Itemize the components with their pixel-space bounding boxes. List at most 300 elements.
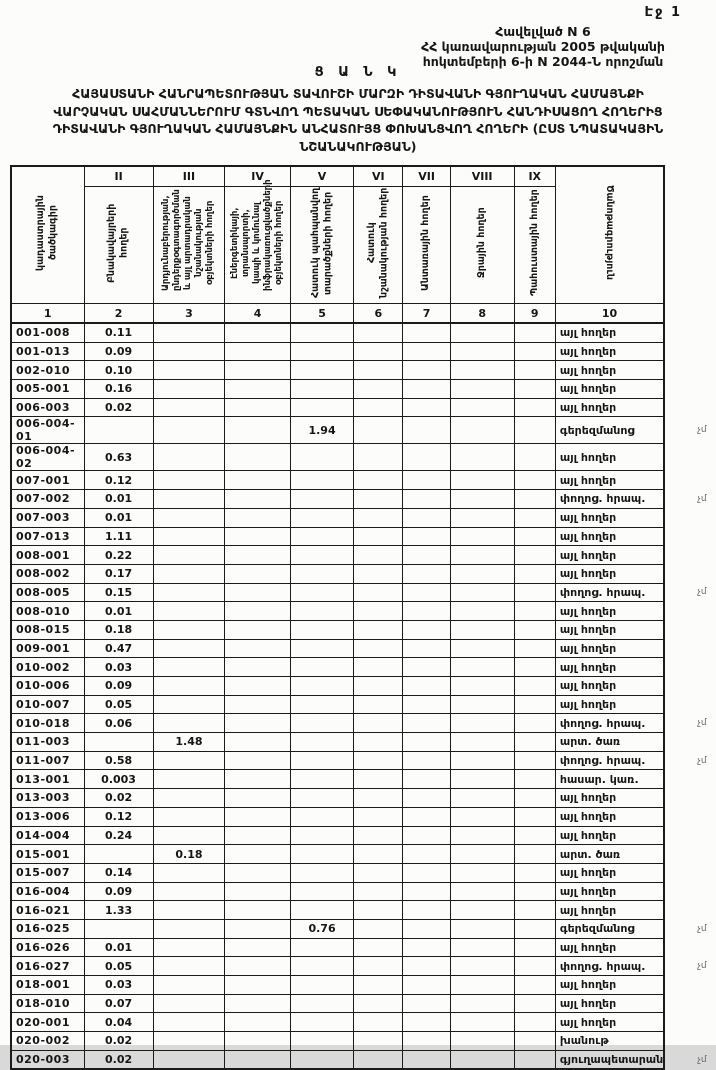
table-row	[11, 789, 716, 808]
table-row	[11, 471, 716, 490]
settlement-land-value-cell: 0.17	[84, 564, 153, 583]
margin-mark	[664, 323, 716, 342]
forest-land-value-cell	[403, 976, 450, 995]
industrial-land-value-cell	[153, 1050, 225, 1069]
settlement-land-value-cell: 0.01	[84, 938, 153, 957]
reserve-land-value-cell	[514, 863, 555, 882]
special-land-value-cell	[354, 658, 403, 677]
special-land-value-cell	[354, 1013, 403, 1032]
table-row	[11, 583, 716, 602]
special-land-value-cell	[354, 546, 403, 565]
cadastral-code-cell: 008-002	[11, 564, 84, 583]
special-land-value-cell	[354, 620, 403, 639]
margin-mark: չմ	[697, 755, 707, 766]
cadastral-code-cell: 007-013	[11, 527, 84, 546]
industrial-land-value-cell	[153, 602, 225, 621]
special-land-value-cell	[354, 342, 403, 361]
note-cell: փողոց. հրապ.	[555, 583, 664, 602]
forest-land-value-cell	[403, 564, 450, 583]
table-row	[11, 845, 716, 864]
table-row	[11, 323, 716, 342]
forest-land-value-cell	[403, 546, 450, 565]
note-cell: այլ հողեր	[555, 564, 664, 583]
table-row	[11, 490, 716, 509]
forest-land-value-cell	[403, 845, 450, 864]
special-land-value-cell	[354, 444, 403, 471]
margin-mark	[664, 602, 716, 621]
water-land-value-cell	[450, 361, 514, 380]
settlement-land-value-cell: 0.07	[84, 994, 153, 1013]
reserve-land-value-cell	[514, 583, 555, 602]
table-row	[11, 1013, 716, 1032]
special-land-value-cell	[354, 695, 403, 714]
water-land-value-cell	[450, 957, 514, 976]
industrial-land-value-cell	[153, 380, 225, 399]
settlement-land-value-cell: 0.04	[84, 1013, 153, 1032]
column-number: 4	[225, 304, 291, 324]
table-row	[11, 508, 716, 527]
col-note-header	[555, 166, 664, 304]
cadastral-code-cell: 001-008	[11, 323, 84, 342]
energy-land-value-cell	[225, 863, 291, 882]
water-land-value-cell	[450, 620, 514, 639]
special-land-value-cell	[354, 527, 403, 546]
column-title-vertical-label: Էներգետիկայի, տրանսպորտի, կապի և կոմունալ ինֆրակառուցվածքների օբյեկտների հողեր	[229, 179, 285, 291]
cadastral-code-cell: 018-001	[11, 976, 84, 995]
column-title-cell	[354, 187, 403, 304]
margin-mark	[664, 1032, 716, 1051]
industrial-land-value-cell	[153, 323, 225, 342]
note-cell: գերեզմանոց	[555, 919, 664, 938]
reserve-land-value-cell	[514, 826, 555, 845]
reserve-land-value-cell	[514, 444, 555, 471]
water-land-value-cell	[450, 490, 514, 509]
settlement-land-value-cell: 1.11	[84, 527, 153, 546]
special-land-value-cell	[354, 323, 403, 342]
reserve-land-value-cell	[514, 323, 555, 342]
forest-land-value-cell	[403, 398, 450, 417]
protected-land-value-cell	[290, 714, 353, 733]
industrial-land-value-cell	[153, 770, 225, 789]
forest-land-value-cell	[403, 342, 450, 361]
page-number: Էջ 1	[644, 5, 682, 20]
protected-land-value-cell	[290, 826, 353, 845]
forest-land-value-cell	[403, 583, 450, 602]
table-row	[11, 807, 716, 826]
note-cell: այլ հողեր	[555, 527, 664, 546]
industrial-land-value-cell	[153, 490, 225, 509]
protected-land-value-cell	[290, 882, 353, 901]
note-cell: խանութ	[555, 1032, 664, 1051]
settlement-land-value-cell: 0.02	[84, 789, 153, 808]
note-cell: այլ հողեր	[555, 639, 664, 658]
special-land-value-cell	[354, 751, 403, 770]
special-land-value-cell	[354, 882, 403, 901]
note-cell: այլ հողեր	[555, 901, 664, 920]
cadastral-code-cell: 009-001	[11, 639, 84, 658]
energy-land-value-cell	[225, 677, 291, 696]
industrial-land-value-cell	[153, 901, 225, 920]
margin-mark: չմ	[697, 718, 707, 729]
note-cell: հասար. կառ.	[555, 770, 664, 789]
water-land-value-cell	[450, 471, 514, 490]
energy-land-value-cell	[225, 733, 291, 752]
reserve-land-value-cell	[514, 564, 555, 583]
reserve-land-value-cell	[514, 1032, 555, 1051]
column-number: 8	[450, 304, 514, 324]
industrial-land-value-cell	[153, 695, 225, 714]
roman-numeral: V	[290, 166, 353, 187]
margin-mark: չմ	[697, 493, 707, 504]
column-title-cell	[84, 187, 153, 304]
cadastral-code-cell: 011-007	[11, 751, 84, 770]
special-land-value-cell	[354, 976, 403, 995]
energy-land-value-cell	[225, 658, 291, 677]
margin-mark	[664, 380, 716, 399]
note-cell: այլ հողեր	[555, 361, 664, 380]
forest-land-value-cell	[403, 639, 450, 658]
margin-mark	[664, 1013, 716, 1032]
protected-land-value-cell	[290, 342, 353, 361]
industrial-land-value-cell	[153, 751, 225, 770]
special-land-value-cell	[354, 714, 403, 733]
special-land-value-cell	[354, 826, 403, 845]
margin-mark	[664, 770, 716, 789]
cadastral-code-cell: 010-002	[11, 658, 84, 677]
reserve-land-value-cell	[514, 546, 555, 565]
note-cell: այլ հողեր	[555, 602, 664, 621]
cadastral-code-cell: 007-003	[11, 508, 84, 527]
reserve-land-value-cell	[514, 733, 555, 752]
forest-land-value-cell	[403, 863, 450, 882]
note-cell: փողոց. հրապ.	[555, 490, 664, 509]
water-land-value-cell	[450, 714, 514, 733]
margin-mark	[664, 863, 716, 882]
note-cell: այլ հողեր	[555, 807, 664, 826]
energy-land-value-cell	[225, 976, 291, 995]
energy-land-value-cell	[225, 714, 291, 733]
industrial-land-value-cell: 0.18	[153, 845, 225, 864]
margin-mark	[664, 976, 716, 995]
column-number: 9	[514, 304, 555, 324]
reserve-land-value-cell	[514, 1050, 555, 1069]
special-land-value-cell	[354, 863, 403, 882]
cadastral-code-cell: 007-001	[11, 471, 84, 490]
protected-land-value-cell	[290, 1050, 353, 1069]
settlement-land-value-cell: 0.06	[84, 714, 153, 733]
water-land-value-cell	[450, 845, 514, 864]
margin-mark	[664, 527, 716, 546]
table-row	[11, 1050, 716, 1069]
reserve-land-value-cell	[514, 639, 555, 658]
margin-mark	[664, 789, 716, 808]
energy-land-value-cell	[225, 695, 291, 714]
industrial-land-value-cell	[153, 882, 225, 901]
column-title-cell	[290, 187, 353, 304]
energy-land-value-cell	[225, 639, 291, 658]
cadastral-code-cell: 020-002	[11, 1032, 84, 1051]
cadastral-code-cell: 008-005	[11, 583, 84, 602]
forest-land-value-cell	[403, 527, 450, 546]
settlement-land-value-cell: 0.10	[84, 361, 153, 380]
industrial-land-value-cell	[153, 994, 225, 1013]
special-land-value-cell	[354, 398, 403, 417]
energy-land-value-cell	[225, 490, 291, 509]
protected-land-value-cell	[290, 490, 353, 509]
margin-mark: չմ	[697, 961, 707, 972]
note-cell: այլ հողեր	[555, 882, 664, 901]
settlement-land-value-cell	[84, 417, 153, 444]
table-row	[11, 417, 716, 444]
industrial-land-value-cell	[153, 639, 225, 658]
margin-mark	[664, 901, 716, 920]
water-land-value-cell	[450, 342, 514, 361]
protected-land-value-cell	[290, 546, 353, 565]
column-number: 3	[153, 304, 225, 324]
margin-mark	[664, 361, 716, 380]
forest-land-value-cell	[403, 361, 450, 380]
column-title-vertical-label: Արդյունաբերության, ընդերքօգտագործման և այլ արտադրական նշանակության օբյեկտների հողեր	[161, 189, 216, 291]
roman-numeral: IX	[514, 166, 555, 187]
protected-land-value-cell	[290, 323, 353, 342]
protected-land-value-cell	[290, 976, 353, 995]
cadastral-code-cell: 008-010	[11, 602, 84, 621]
settlement-land-value-cell: 0.47	[84, 639, 153, 658]
settlement-land-value-cell: 0.22	[84, 546, 153, 565]
cadastral-code-cell: 001-013	[11, 342, 84, 361]
cadastral-code-cell: 016-025	[11, 919, 84, 938]
protected-land-value-cell	[290, 901, 353, 920]
special-land-value-cell	[354, 677, 403, 696]
industrial-land-value-cell	[153, 398, 225, 417]
cadastral-code-cell: 002-010	[11, 361, 84, 380]
col-cadastral-code-header	[11, 166, 84, 304]
special-land-value-cell	[354, 508, 403, 527]
document-title	[6, 64, 710, 155]
reserve-land-value-cell	[514, 695, 555, 714]
column-numbers-row	[11, 304, 716, 324]
title-line: ԴԻՏԱՎԱՆԻ ԳՅՈՒՂԱԿԱՆ ՀԱՄԱՅՆՔԻՆ ԱՆՀԱՏՈՒՅՑ ՓՈԽԱՆՑՎՈՂ ՀՈՂԵՐԻ (ԸՍՏ ՆՊԱՏԱԿԱՅԻՆ	[52, 121, 664, 137]
margin-mark	[664, 994, 716, 1013]
note-cell: այլ հողեր	[555, 342, 664, 361]
settlement-land-value-cell: 0.12	[84, 807, 153, 826]
special-land-value-cell	[354, 807, 403, 826]
table-row	[11, 733, 716, 752]
energy-land-value-cell	[225, 751, 291, 770]
reserve-land-value-cell	[514, 417, 555, 444]
column-number: 7	[403, 304, 450, 324]
energy-land-value-cell	[225, 417, 291, 444]
cadastral-code-cell: 006-004-02	[11, 444, 84, 471]
cadastral-code-cell: 015-007	[11, 863, 84, 882]
reserve-land-value-cell	[514, 807, 555, 826]
energy-land-value-cell	[225, 620, 291, 639]
margin-mark: չմ	[697, 923, 707, 934]
settlement-land-value-cell: 0.02	[84, 398, 153, 417]
cadastral-code-cell: 016-021	[11, 901, 84, 920]
protected-land-value-cell	[290, 677, 353, 696]
special-land-value-cell	[354, 957, 403, 976]
forest-land-value-cell	[403, 714, 450, 733]
note-cell: այլ հողեր	[555, 620, 664, 639]
cadastral-code-cell: 020-001	[11, 1013, 84, 1032]
reserve-land-value-cell	[514, 976, 555, 995]
forest-land-value-cell	[403, 677, 450, 696]
settlement-land-value-cell: 0.18	[84, 620, 153, 639]
roman-numeral-row	[11, 166, 716, 187]
special-land-value-cell	[354, 789, 403, 808]
cadastral-code-cell: 020-003	[11, 1050, 84, 1069]
table-row	[11, 546, 716, 565]
water-land-value-cell	[450, 398, 514, 417]
column-number: 2	[84, 304, 153, 324]
note-cell: այլ հողեր	[555, 471, 664, 490]
margin-mark	[664, 677, 716, 696]
energy-land-value-cell	[225, 564, 291, 583]
note-cell: այլ հողեր	[555, 508, 664, 527]
margin-column	[664, 166, 716, 323]
table-row	[11, 919, 716, 938]
energy-land-value-cell	[225, 342, 291, 361]
industrial-land-value-cell	[153, 789, 225, 808]
energy-land-value-cell	[225, 380, 291, 399]
energy-land-value-cell	[225, 546, 291, 565]
protected-land-value-cell	[290, 807, 353, 826]
cadastral-code-cell: 005-001	[11, 380, 84, 399]
settlement-land-value-cell	[84, 845, 153, 864]
reserve-land-value-cell	[514, 508, 555, 527]
roman-numeral: IV	[225, 166, 291, 187]
energy-land-value-cell	[225, 919, 291, 938]
reserve-land-value-cell	[514, 398, 555, 417]
settlement-land-value-cell: 0.14	[84, 863, 153, 882]
settlement-land-value-cell: 0.03	[84, 658, 153, 677]
water-land-value-cell	[450, 677, 514, 696]
reserve-land-value-cell	[514, 770, 555, 789]
column-number: 1	[11, 304, 84, 324]
forest-land-value-cell	[403, 938, 450, 957]
industrial-land-value-cell	[153, 658, 225, 677]
note-cell: այլ հողեր	[555, 789, 664, 808]
appendix-line: Հավելված N 6	[495, 24, 591, 39]
reserve-land-value-cell	[514, 751, 555, 770]
water-land-value-cell	[450, 919, 514, 938]
protected-land-value-cell	[290, 380, 353, 399]
note-cell: փողոց. հրապ.	[555, 957, 664, 976]
reserve-land-value-cell	[514, 919, 555, 938]
industrial-land-value-cell	[153, 620, 225, 639]
energy-land-value-cell	[225, 826, 291, 845]
special-land-value-cell	[354, 901, 403, 920]
water-land-value-cell	[450, 564, 514, 583]
forest-land-value-cell	[403, 1032, 450, 1051]
protected-land-value-cell	[290, 863, 353, 882]
water-land-value-cell	[450, 695, 514, 714]
note-cell: այլ հողեր	[555, 546, 664, 565]
industrial-land-value-cell	[153, 508, 225, 527]
forest-land-value-cell	[403, 444, 450, 471]
settlement-land-value-cell: 0.11	[84, 323, 153, 342]
water-land-value-cell	[450, 826, 514, 845]
table-row	[11, 714, 716, 733]
cadastral-code-cell: 013-001	[11, 770, 84, 789]
reserve-land-value-cell	[514, 789, 555, 808]
margin-mark	[664, 342, 716, 361]
table-row	[11, 976, 716, 995]
margin-mark: չմ	[697, 425, 707, 436]
energy-land-value-cell	[225, 994, 291, 1013]
special-land-value-cell	[354, 639, 403, 658]
forest-land-value-cell	[403, 751, 450, 770]
table-row	[11, 342, 716, 361]
settlement-land-value-cell: 0.02	[84, 1032, 153, 1051]
reserve-land-value-cell	[514, 677, 555, 696]
energy-land-value-cell	[225, 323, 291, 342]
water-land-value-cell	[450, 976, 514, 995]
note-cell: այլ հողեր	[555, 994, 664, 1013]
title-line: ՀԱՅԱՍՏԱՆԻ ՀԱՆՐԱՊԵՏՈՒԹՅԱՆ ՏԱՎՈՒՇԻ ՄԱՐԶԻ ԴԻՏԱՎԱՆԻ ԳՅՈՒՂԱԿԱՆ ՀԱՄԱՅՆՔԻ	[72, 86, 644, 102]
margin-mark	[664, 546, 716, 565]
special-land-value-cell	[354, 1032, 403, 1051]
margin-mark	[664, 826, 716, 845]
forest-land-value-cell	[403, 417, 450, 444]
water-land-value-cell	[450, 901, 514, 920]
note-cell: այլ հողեր	[555, 1013, 664, 1032]
note-cell: փողոց. հրապ.	[555, 751, 664, 770]
industrial-land-value-cell	[153, 957, 225, 976]
margin-mark	[664, 807, 716, 826]
table-row	[11, 863, 716, 882]
margin-mark	[664, 620, 716, 639]
industrial-land-value-cell	[153, 546, 225, 565]
special-land-value-cell	[354, 845, 403, 864]
industrial-land-value-cell: 1.48	[153, 733, 225, 752]
energy-land-value-cell	[225, 398, 291, 417]
protected-land-value-cell	[290, 1032, 353, 1051]
water-land-value-cell	[450, 508, 514, 527]
note-cell: այլ հողեր	[555, 323, 664, 342]
protected-land-value-cell	[290, 361, 353, 380]
column-title-cell	[450, 187, 514, 304]
energy-land-value-cell	[225, 901, 291, 920]
water-land-value-cell	[450, 938, 514, 957]
forest-land-value-cell	[403, 733, 450, 752]
reserve-land-value-cell	[514, 714, 555, 733]
column-title-vertical-label: Ջրային հողեր	[475, 207, 487, 279]
settlement-land-value-cell: 0.03	[84, 976, 153, 995]
table-row	[11, 620, 716, 639]
special-land-value-cell	[354, 583, 403, 602]
note-cell: այլ հողեր	[555, 976, 664, 995]
settlement-land-value-cell: 0.09	[84, 342, 153, 361]
special-land-value-cell	[354, 602, 403, 621]
margin-mark	[664, 882, 716, 901]
forest-land-value-cell	[403, 380, 450, 399]
industrial-land-value-cell	[153, 938, 225, 957]
forest-land-value-cell	[403, 1050, 450, 1069]
energy-land-value-cell	[225, 845, 291, 864]
water-land-value-cell	[450, 380, 514, 399]
roman-numeral: VII	[403, 166, 450, 187]
appendix-line: հոկտեմբերի 6-ի N 2044-Ն որոշման	[422, 54, 664, 69]
appendix-reference	[376, 24, 710, 69]
table-row	[11, 527, 716, 546]
table-row	[11, 751, 716, 770]
settlement-land-value-cell: 0.09	[84, 677, 153, 696]
water-land-value-cell	[450, 994, 514, 1013]
forest-land-value-cell	[403, 323, 450, 342]
margin-mark: չմ	[697, 587, 707, 598]
